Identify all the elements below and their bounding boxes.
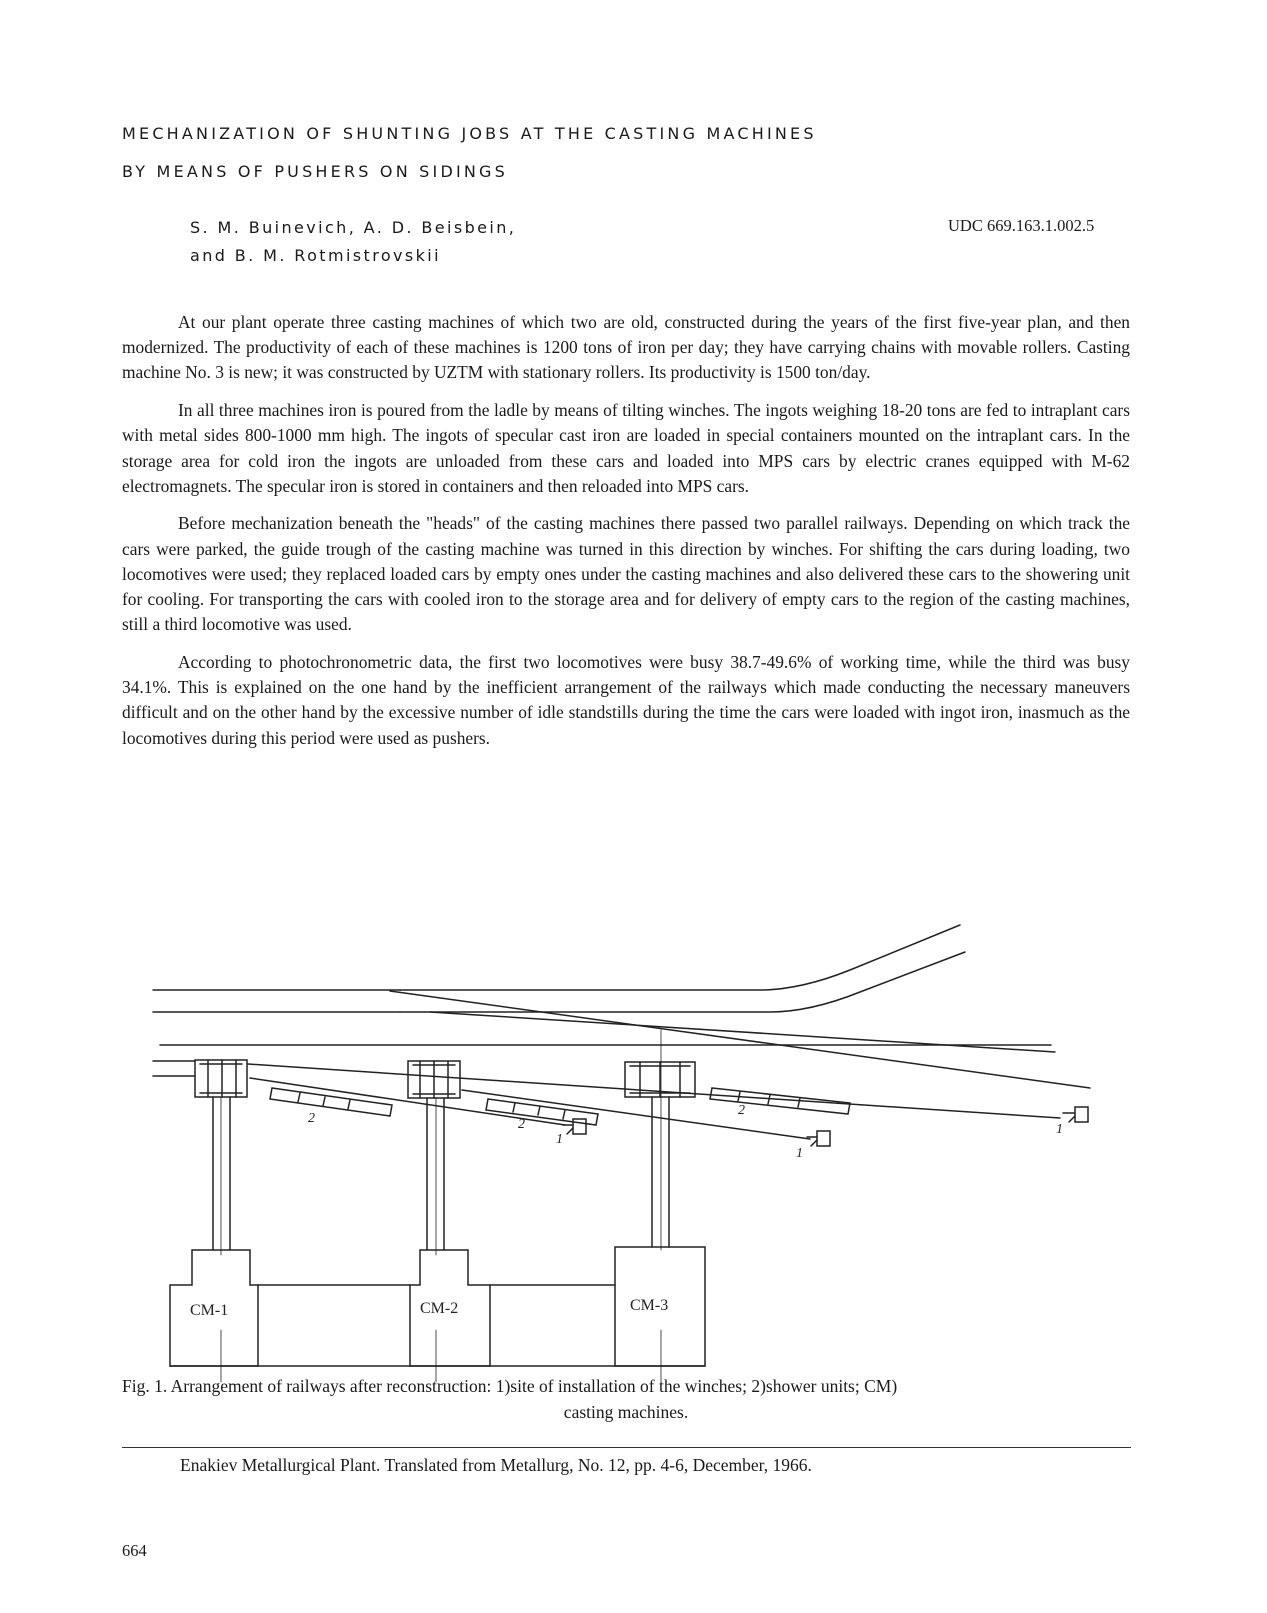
winch-label-1: 1 bbox=[556, 1132, 563, 1147]
machine-label-cm-1: CM-1 bbox=[190, 1302, 229, 1319]
machine-head-1 bbox=[195, 1060, 247, 1097]
page-number: 664 bbox=[122, 1541, 147, 1560]
shower-label-2: 2 bbox=[518, 1117, 525, 1132]
diagonal-track-rail bbox=[430, 1012, 1055, 1052]
figure-caption-line-2: casting machines. bbox=[563, 1402, 689, 1422]
turnout-rail-upper bbox=[400, 925, 960, 990]
figure-caption-line-1: Fig. 1. Arrangement of railways after reconstruction: 1)site of installation of the winches; 2)shower units; CM) bbox=[122, 1376, 898, 1396]
paragraph-2: In all three machines iron is poured from the ladle by means of tilting winches. The ingots weighing 18-20 tons are fed to intraplant cars with metal sides 800-1000 mm high. The ingots of specular cast iron are loaded in special containers mounted on the intraplant cars. In the storage area for cold iron the ingots are unloaded from these cars and loaded into MPS cars by electric cranes equipped with M-62 electromagnets. The specular iron is stored in containers and then reloaded into MPS cars. bbox=[122, 400, 1130, 496]
lower-track-rail bbox=[248, 1064, 1060, 1118]
conveyor-1 bbox=[213, 1097, 230, 1255]
shower-label-2: 2 bbox=[308, 1111, 315, 1126]
machine-head-3 bbox=[625, 1062, 695, 1097]
footnote-divider bbox=[122, 1447, 1131, 1448]
shower-label-2: 2 bbox=[738, 1103, 745, 1118]
winch-label-1: 1 bbox=[1056, 1122, 1063, 1137]
turnout-rail-lower bbox=[400, 952, 965, 1012]
figure-caption bbox=[122, 1373, 1130, 1425]
article-title-line-1: MECHANIZATION OF SHUNTING JOBS AT THE CASTING MACHINES bbox=[122, 124, 817, 143]
diagonal-track-rail bbox=[390, 991, 1090, 1088]
conveyor-2 bbox=[427, 1098, 444, 1255]
footnote: Enakiev Metallurgical Plant. Translated from Metallurg, No. 12, pp. 4-6, December, 1966. bbox=[180, 1455, 812, 1475]
winch-3 bbox=[1063, 1107, 1088, 1122]
machine-head-2 bbox=[408, 1061, 460, 1098]
udc-code: UDC 669.163.1.002.5 bbox=[948, 216, 1095, 235]
article-title-line-2: BY MEANS OF PUSHERS ON SIDINGS bbox=[122, 162, 509, 181]
paragraph-3: Before mechanization beneath the "heads" of the casting machines there passed two parallel railways. Depending on which track the cars were parked, the guide trough of the casting machine was turned in this direction by winches. For shifting the cars during loading, two locomotives were used; they replaced loaded cars by empty ones under the casting machines and also delivered these cars to the showering unit for cooling. For transporting the cars with cooled iron to the storage area and for delivery of empty cars to the region of the casting machines, still a third locomotive was used. bbox=[122, 513, 1130, 635]
machine-label-cm-3: CM-3 bbox=[630, 1297, 669, 1314]
paragraph-4: According to photochronometric data, the first two locomotives were busy 38.7-49.6% of working time, while the third was busy 34.1%. This is explained on the one hand by the inefficient arrangement of the railways which made conducting the necessary maneuvers difficult and on the other hand by the excessive number of idle standstills during the time the cars were loaded with ingot iron, inasmuch as the locomotives during this period were used as pushers. bbox=[122, 651, 1130, 748]
authors-line-1: S. M. Buinevich, A. D. Beisbein, bbox=[190, 218, 517, 237]
paragraph-1: At our plant operate three casting machines of which two are old, constructed during the years of the first five-year plan, and then modernized. The productivity of each of these machines is 1200 tons of iron per day; they have carrying chains with movable rollers. Casting machine No. 3 is new; it was constructed by UZTM with stationary rollers. Its productivity is 1500 ton/day. bbox=[122, 312, 1130, 383]
machine-label-cm-2: CM-2 bbox=[420, 1300, 459, 1317]
authors-line-2: and B. M. Rotmistrovskii bbox=[190, 246, 441, 265]
shower-unit-3 bbox=[710, 1088, 850, 1114]
shower-unit-1 bbox=[270, 1088, 392, 1116]
winch-label-1: 1 bbox=[796, 1146, 803, 1161]
